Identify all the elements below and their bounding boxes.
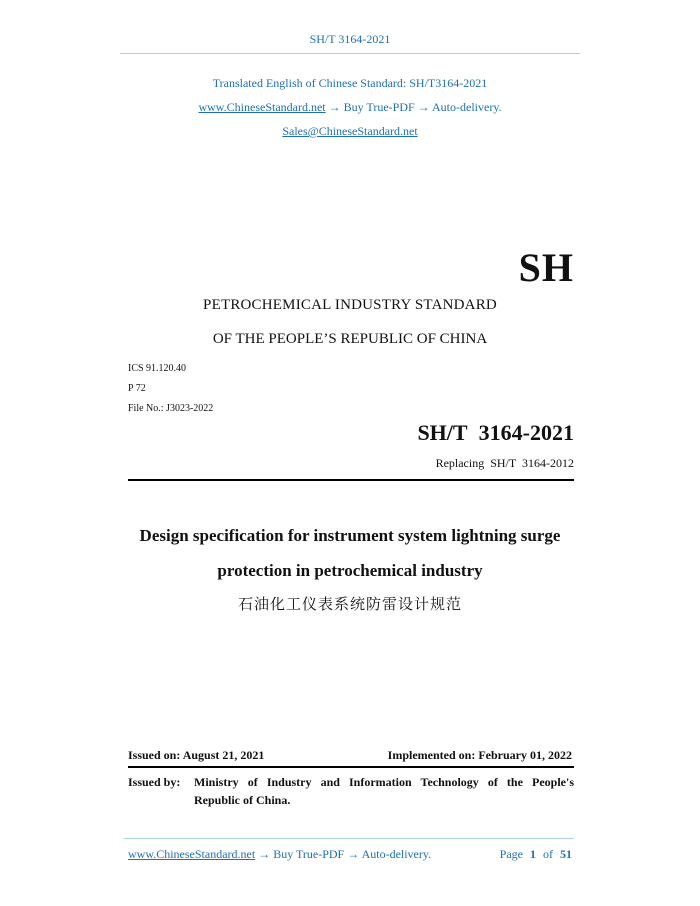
p-code: P 72	[128, 383, 146, 394]
chinese-title: 石油化工仪表系统防雷设计规范	[237, 595, 462, 613]
page-number: 1	[530, 847, 536, 861]
footer-site-link[interactable]: www.ChineseStandard.net	[128, 847, 256, 861]
ics-code: ICS 91.120.40	[128, 363, 187, 374]
implemented-on-date: Implemented on: February 01, 2022	[387, 748, 572, 762]
replacing-note: Replacing SH/T 3164-2012	[435, 456, 574, 470]
issued-by-line-2: Republic of China.	[194, 793, 291, 807]
document-title-line-1: Design specification for instrument system lightning surge	[139, 526, 561, 545]
footer-promo-rest: → Buy True-PDF → Auto-delivery.	[258, 847, 432, 861]
page-label: Page	[499, 847, 523, 861]
promo-line-2	[0, 100, 700, 115]
number-divider	[128, 479, 574, 481]
promo-line-2-rest: → Buy True-PDF → Auto-delivery.	[328, 100, 502, 114]
header-divider	[120, 53, 580, 54]
footer-divider	[124, 838, 574, 839]
issued-on-date: Issued on: August 21, 2021	[128, 748, 265, 762]
header-doc-code: SH/T 3164-2021	[309, 32, 391, 46]
total-pages: 51	[560, 847, 572, 861]
promo-line-1: Translated English of Chinese Standard: SH/T3164-2021	[212, 76, 488, 90]
file-number: File No.: J3023-2022	[128, 403, 214, 414]
of-label: of	[543, 847, 553, 861]
promo-site-link[interactable]: www.ChineseStandard.net	[198, 100, 326, 114]
issued-by-line-1: Ministry of Industry and Information Technology of the People's	[194, 775, 574, 789]
promo-email-link[interactable]: Sales@ChineseStandard.net	[282, 124, 418, 138]
dates-divider	[128, 766, 574, 768]
standard-number: SH/T 3164-2021	[417, 420, 574, 445]
promo-line-3	[0, 124, 700, 139]
document-title-line-2: protection in petrochemical industry	[217, 561, 483, 580]
page-indicator	[500, 847, 572, 862]
issuer-title-line-1: PETROCHEMICAL INDUSTRY STANDARD	[203, 297, 497, 313]
issued-by-label: Issued by:	[128, 775, 181, 789]
issuer-title-line-2: OF THE PEOPLE’S REPUBLIC OF CHINA	[212, 331, 488, 347]
standard-logo: SH	[518, 245, 574, 290]
footer-promo	[128, 847, 431, 862]
